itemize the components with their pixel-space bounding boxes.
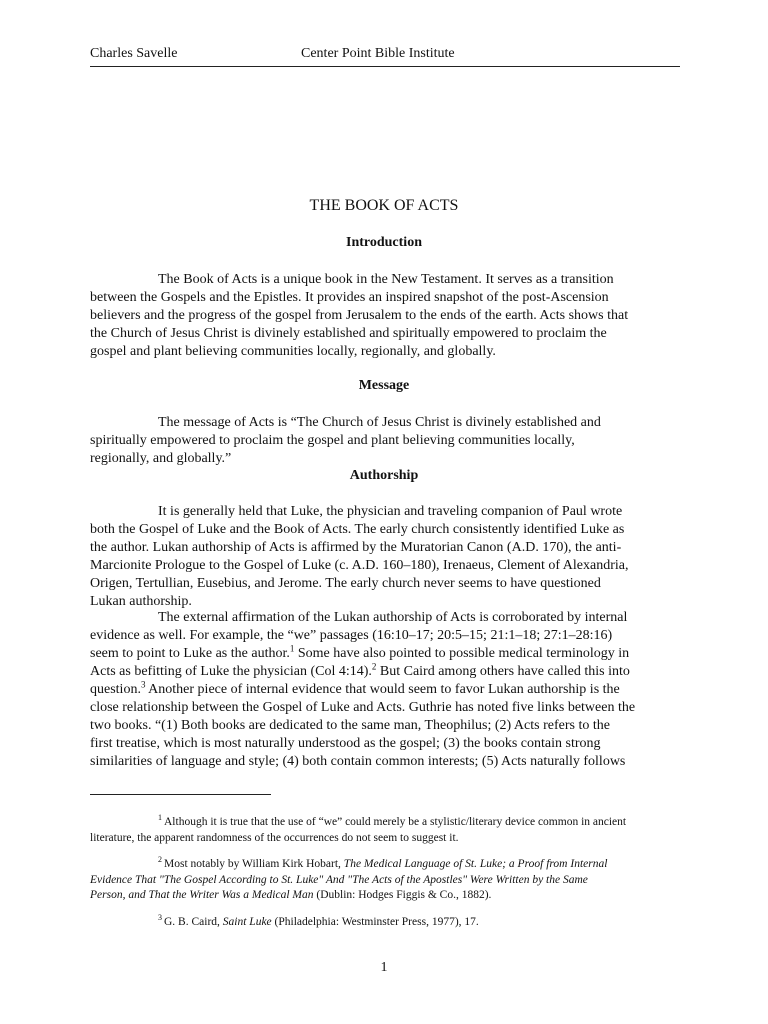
paragraph-line: regionally, and globally.”: [90, 451, 232, 466]
introduction-paragraph: [90, 271, 680, 361]
page-number: 1: [380, 960, 388, 975]
footnote-line: [90, 915, 680, 931]
paragraph-line: first treatise, which is most naturally understood as the gospel; (3) the books contain strong: [90, 736, 601, 751]
header-institution: Center Point Bible Institute: [301, 46, 455, 61]
footnote-separator: [90, 794, 271, 795]
paragraph-line: The external affirmation of the Lukan authorship of Acts is corroborated by internal: [158, 610, 628, 625]
text-run: seem to point to Luke as the author.: [90, 646, 290, 661]
footnote-marker: 1: [158, 813, 162, 823]
book-title-text: Saint Luke: [222, 916, 272, 928]
paragraph-line: evidence as well. For example, the “we” passages (16:10–17; 20:5–15; 21:1–18; 27:1–28:16): [90, 628, 613, 643]
text-run: Most notably by William Kirk Hobart,: [164, 858, 344, 870]
paragraph-line: [90, 645, 680, 663]
text-run: Another piece of internal evidence that would seem to favor Lukan authorship is the: [145, 682, 620, 697]
paragraph-line: both the Gospel of Luke and the Book of Acts. The early church consistently identified Luke as: [90, 522, 625, 537]
footnote-reference[interactable]: 1: [289, 643, 295, 654]
heading-authorship: Authorship: [349, 468, 419, 483]
text-run: Acts as befitting of Luke the physician (Col 4:14).: [90, 664, 372, 679]
authorship-paragraph-1: [90, 503, 680, 611]
footnote-marker: 2: [158, 855, 162, 865]
paragraph-line: believers and the progress of the gospel from Jerusalem to the ends of the earth. Acts shows that: [90, 308, 629, 323]
footnote-line: [90, 815, 680, 831]
paragraph-line: [90, 681, 680, 699]
paragraph-line: the author. Lukan authorship of Acts is affirmed by the Muratorian Canon (A.D. 170), the anti-: [90, 540, 622, 555]
paragraph-line: Lukan authorship.: [90, 594, 192, 609]
document-title: THE BOOK OF ACTS: [309, 197, 459, 214]
paragraph-line: two books. “(1) Both books are dedicated to the same man, Theophilus; (2) Acts refers to the: [90, 718, 610, 733]
paragraph-line: the Church of Jesus Christ is divinely established and spiritually empowered to proclaim the: [90, 326, 607, 341]
book-title-text: Evidence That "The Gospel According to St. Luke" And "The Acts of the Apostles" Were Written by the Same: [90, 873, 588, 886]
footnote-marker: 3: [158, 913, 162, 923]
paragraph-line: It is generally held that Luke, the physician and traveling companion of Paul wrote: [158, 504, 623, 519]
authorship-paragraph-2: [90, 609, 680, 771]
paragraph-line: The message of Acts is “The Church of Jesus Christ is divinely established and: [158, 415, 601, 430]
text-run: Although it is true that the use of “we” could merely be a stylistic/literary device common in ancient: [164, 816, 627, 828]
paragraph-line: similarities of language and style; (4) both contain common interests; (5) Acts naturally follows: [90, 754, 626, 769]
footnote-line: [90, 888, 680, 904]
paragraph-line: gospel and plant believing communities locally, regionally, and globally.: [90, 344, 496, 359]
footnote-reference[interactable]: 2: [371, 661, 377, 672]
heading-message: Message: [358, 378, 410, 393]
paragraph-line: Origen, Tertullian, Eusebius, and Jerome. The early church never seems to have questioned: [90, 576, 601, 591]
text-run: (Dublin: Hodges Figgis & Co., 1882).: [313, 889, 492, 901]
footnote-reference[interactable]: 3: [140, 679, 146, 690]
book-title-text: Person, and That the Writer Was a Medical Man: [90, 889, 314, 901]
paragraph-line: [90, 663, 680, 681]
paragraph-line: close relationship between the Gospel of Luke and Acts. Guthrie has noted five links between the: [90, 700, 636, 715]
paragraph-line: spiritually empowered to proclaim the gospel and plant believing communities locally,: [90, 433, 575, 448]
message-paragraph: [90, 414, 680, 468]
text-run: (Philadelphia: Westminster Press, 1977), 17.: [271, 916, 479, 928]
header-author: Charles Savelle: [90, 46, 178, 61]
paragraph-line: between the Gospels and the Epistles. It provides an inspired snapshot of the post-Ascension: [90, 290, 609, 305]
text-run: question.: [90, 682, 141, 697]
footnote-line: [90, 873, 680, 889]
paragraph-line: Marcionite Prologue to the Gospel of Luke (c. A.D. 160–180), Irenaeus, Clement of Alexandria,: [90, 558, 629, 573]
paragraph-line: The Book of Acts is a unique book in the New Testament. It serves as a transition: [158, 272, 614, 287]
footnote-2: [90, 857, 680, 904]
text-run: Some have also pointed to possible medical terminology in: [294, 646, 630, 661]
footnote-3: [90, 915, 680, 931]
book-title-text: The Medical Language of St. Luke; a Proof from Internal: [343, 858, 608, 870]
heading-introduction: Introduction: [346, 235, 422, 250]
footnote-line: literature, the apparent randomness of the occurrences do not seem to suggest it.: [90, 831, 459, 844]
footnote-1: [90, 815, 680, 846]
footnote-line: [90, 857, 680, 873]
text-run: G. B. Caird,: [164, 916, 223, 928]
text-run: But Caird among others have called this into: [376, 664, 630, 679]
running-header: [90, 46, 680, 67]
